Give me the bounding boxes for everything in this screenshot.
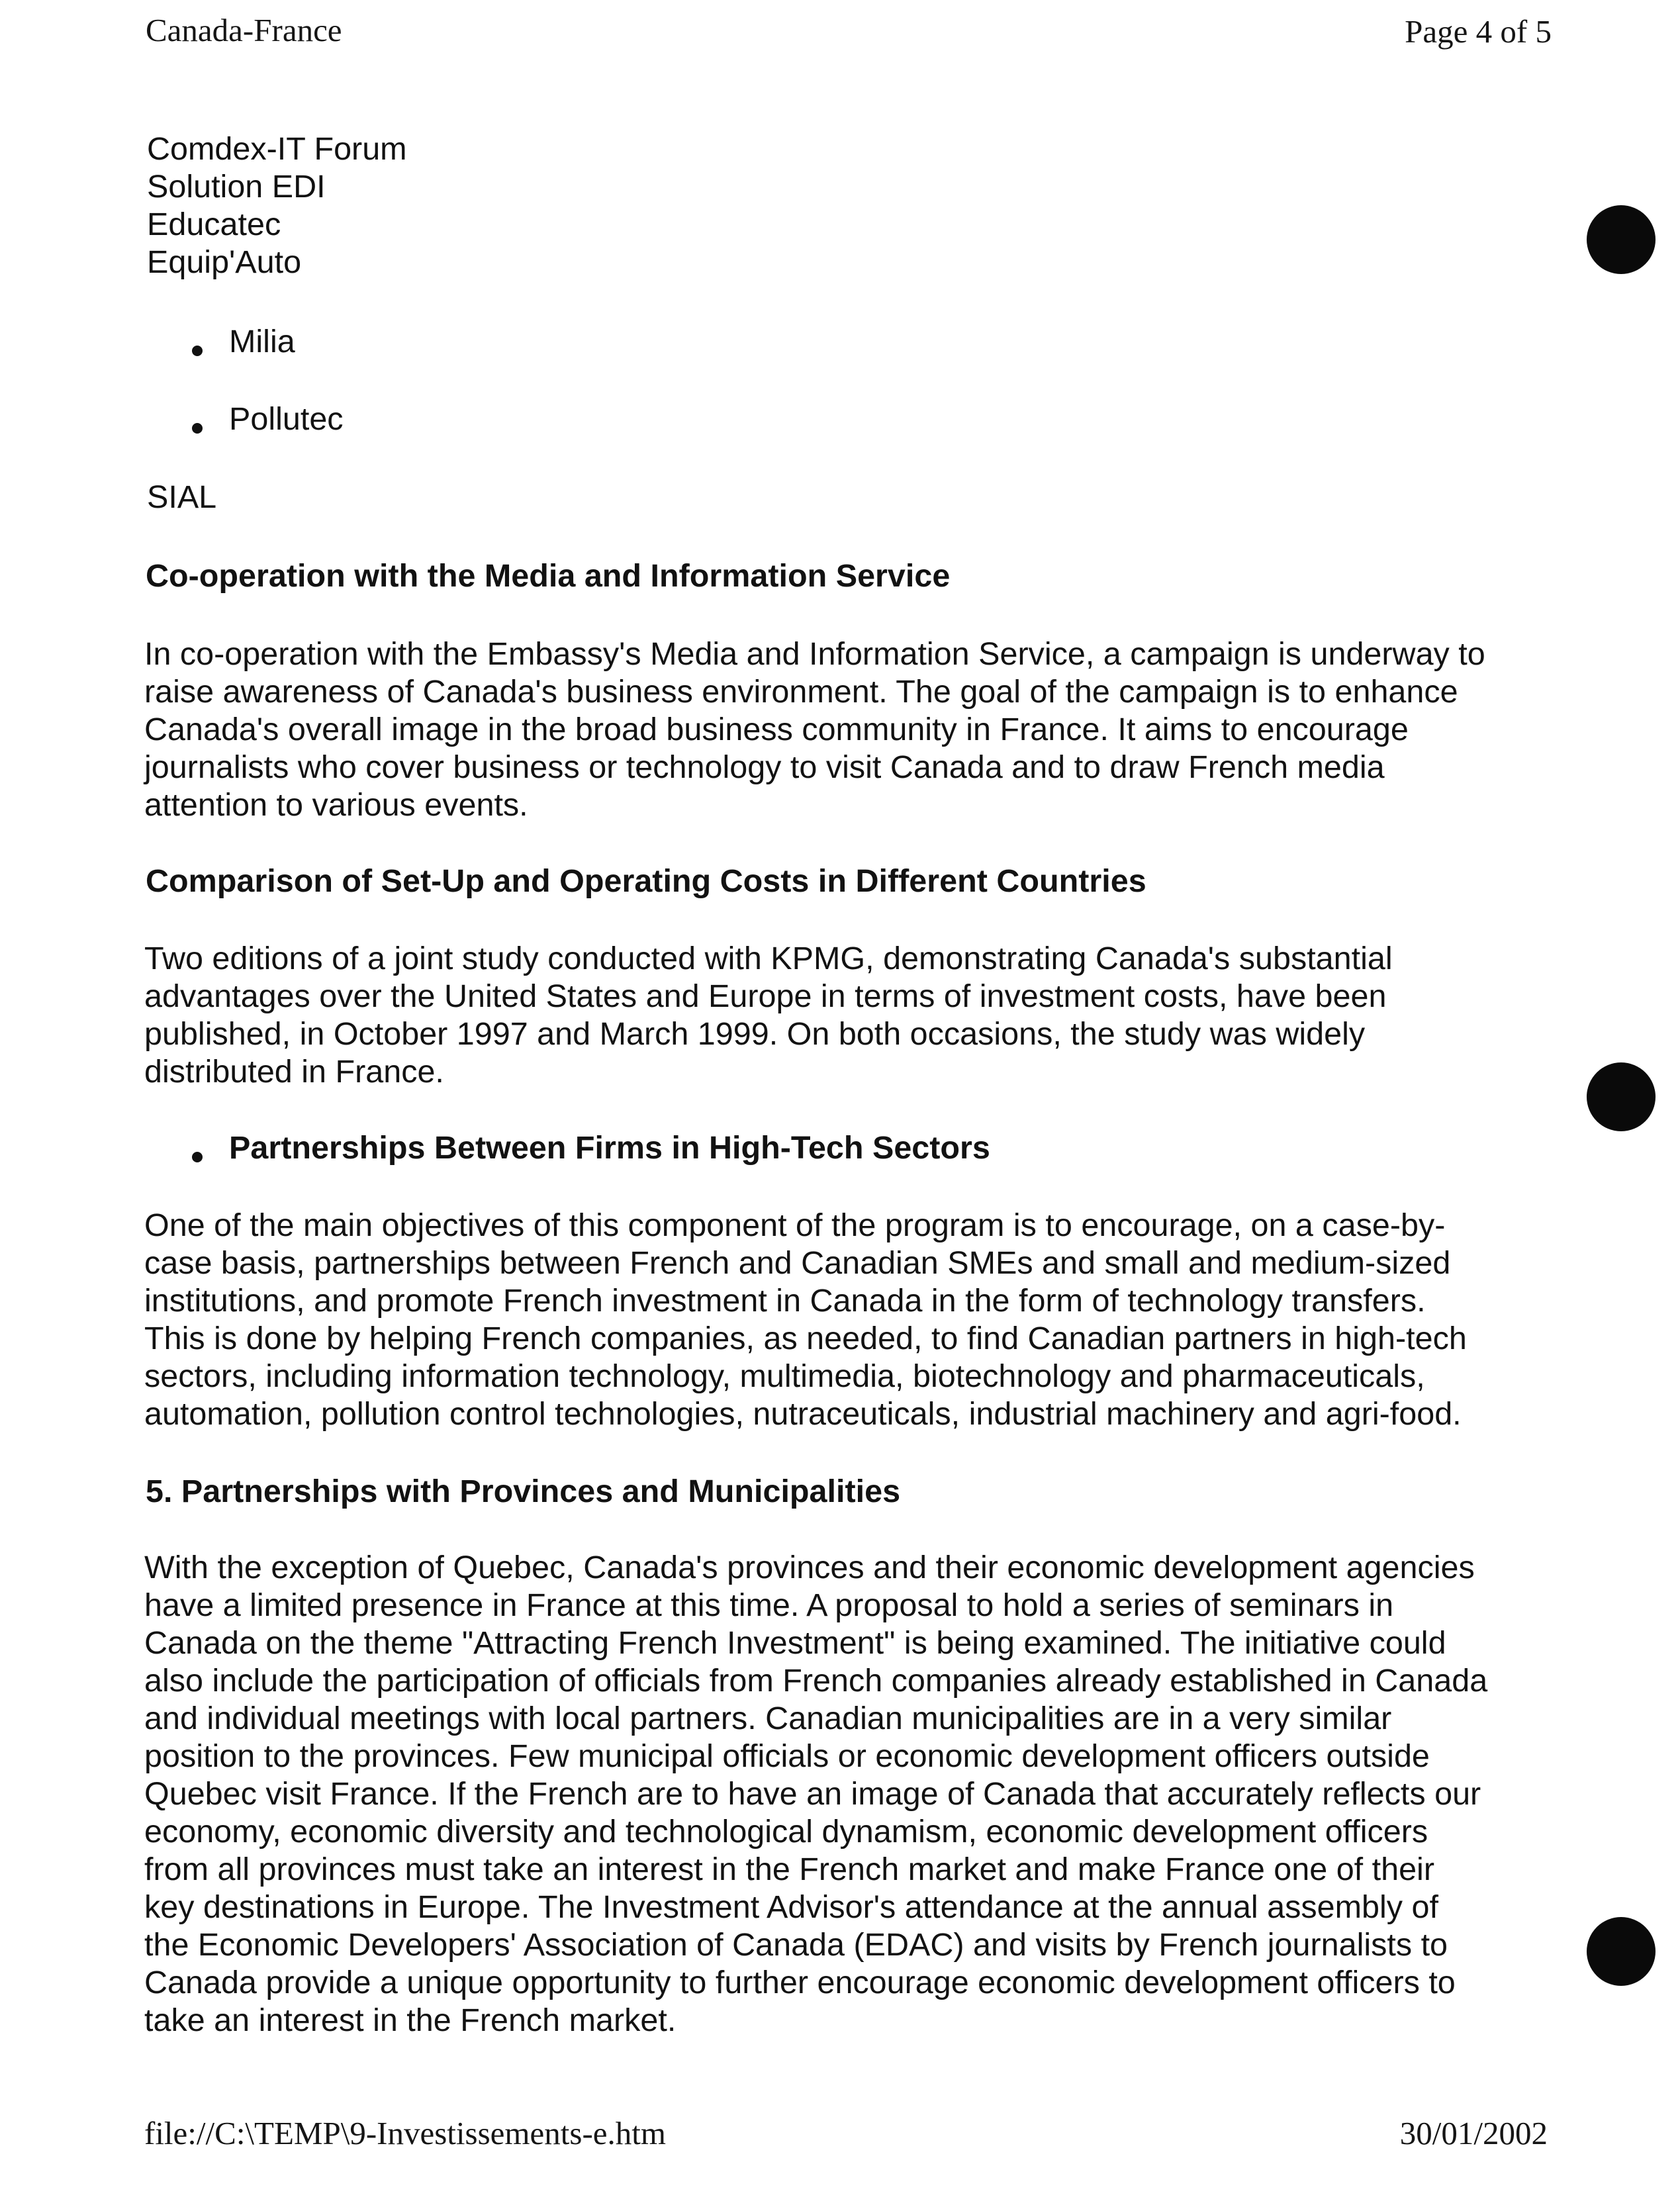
- venue-item: Comdex-IT Forum: [147, 131, 407, 167]
- page-number: Page 4 of 5: [1405, 13, 1552, 50]
- paragraph-line: published, in October 1997 and March 1999. On both occasions, the study was widely: [144, 1016, 1366, 1052]
- bulleted-venue-label: Milia: [229, 324, 295, 359]
- paragraph-line: This is done by helping French companies, as needed, to find Canadian partners in high-tech: [144, 1321, 1467, 1356]
- paragraph-line: journalists who cover business or technology to visit Canada and to draw French media: [144, 749, 1385, 785]
- venue-item: Educatec: [147, 207, 281, 242]
- paragraph-line: raise awareness of Canada's business environment. The goal of the campaign is to enhance: [144, 674, 1458, 710]
- paragraph-line: automation, pollution control technologies, nutraceuticals, industrial machinery and agri-food.: [144, 1396, 1462, 1432]
- paragraph-line: In co-operation with the Embassy's Media and Information Service, a campaign is underway to: [144, 636, 1485, 672]
- punch-hole-icon: [1587, 1917, 1656, 1986]
- punch-hole-icon: [1587, 1062, 1656, 1131]
- bullet-icon: [192, 1152, 203, 1162]
- section-heading-media: Co-operation with the Media and Information Service: [146, 558, 951, 594]
- paragraph-line: Canada on the theme "Attracting French Investment" is being examined. The initiative could: [144, 1625, 1446, 1661]
- paragraph-costs: [144, 940, 1393, 1091]
- section-heading-costs: Comparison of Set-Up and Operating Costs in Different Countries: [146, 863, 1146, 899]
- paragraph-line: the Economic Developers' Association of Canada (EDAC) and visits by French journalists to: [144, 1927, 1448, 1963]
- paragraph-line: One of the main objectives of this component of the program is to encourage, on a case-by-: [144, 1207, 1446, 1243]
- paragraph-line: from all provinces must take an interest in the French market and make France one of their: [144, 1851, 1434, 1887]
- venue-item: Equip'Auto: [147, 244, 302, 280]
- bulleted-venue-label: Pollutec: [229, 401, 344, 437]
- paragraph-line: key destinations in Europe. The Investment Advisor's attendance at the annual assembly of: [144, 1889, 1438, 1925]
- paragraph-line: economy, economic diversity and technological dynamism, economic development officers: [144, 1814, 1428, 1850]
- paragraph-line: distributed in France.: [144, 1054, 444, 1090]
- footer-date: 30/01/2002: [1399, 2115, 1548, 2151]
- venue-list: [147, 130, 407, 281]
- paragraph-line: position to the provinces. Few municipal officials or economic development officers outside: [144, 1738, 1430, 1774]
- paragraph-line: sectors, including information technology, multimedia, biotechnology and pharmaceuticals,: [144, 1358, 1425, 1394]
- paragraph-line: advantages over the United States and Europe in terms of investment costs, have been: [144, 978, 1387, 1014]
- paragraph-hightech: [144, 1207, 1467, 1433]
- header-title: Canada-France: [146, 12, 342, 48]
- paragraph-line: Quebec visit France. If the French are to have an image of Canada that accurately reflects our: [144, 1776, 1481, 1812]
- paragraph-line: have a limited presence in France at this time. A proposal to hold a series of seminars in: [144, 1587, 1394, 1623]
- paragraph-line: attention to various events.: [144, 787, 528, 823]
- paragraph-provinces: [144, 1549, 1487, 2039]
- paragraph-line: case basis, partnerships between French and Canadian SMEs and small and medium-sized: [144, 1245, 1451, 1281]
- paragraph-media: [144, 635, 1485, 824]
- venue-item: Solution EDI: [147, 169, 326, 205]
- paragraph-line: Canada's overall image in the broad business community in France. It aims to encourage: [144, 712, 1409, 747]
- paragraph-line: institutions, and promote French investment in Canada in the form of technology transfers.: [144, 1283, 1426, 1319]
- paragraph-line: take an interest in the French market.: [144, 2002, 677, 2038]
- bullet-icon: [192, 423, 203, 434]
- bullet-icon: [192, 346, 203, 356]
- punch-hole-icon: [1587, 205, 1656, 274]
- paragraph-line: Canada provide a unique opportunity to further encourage economic development officers to: [144, 1965, 1456, 2000]
- footer-file-path: file://C:\TEMP\9-Investissements-e.htm: [144, 2115, 666, 2151]
- paragraph-line: With the exception of Quebec, Canada's provinces and their economic development agencies: [144, 1550, 1475, 1585]
- section-heading-provinces: 5. Partnerships with Provinces and Municipalities: [146, 1474, 901, 1509]
- venue-item: SIAL: [147, 479, 217, 515]
- paragraph-line: and individual meetings with local partners. Canadian municipalities are in a very similar: [144, 1701, 1392, 1736]
- paragraph-line: also include the participation of officials from French companies already established in Canada: [144, 1663, 1488, 1699]
- paragraph-line: Two editions of a joint study conducted with KPMG, demonstrating Canada's substantial: [144, 941, 1393, 976]
- section-heading-hightech-label: Partnerships Between Firms in High-Tech Sectors: [229, 1130, 990, 1166]
